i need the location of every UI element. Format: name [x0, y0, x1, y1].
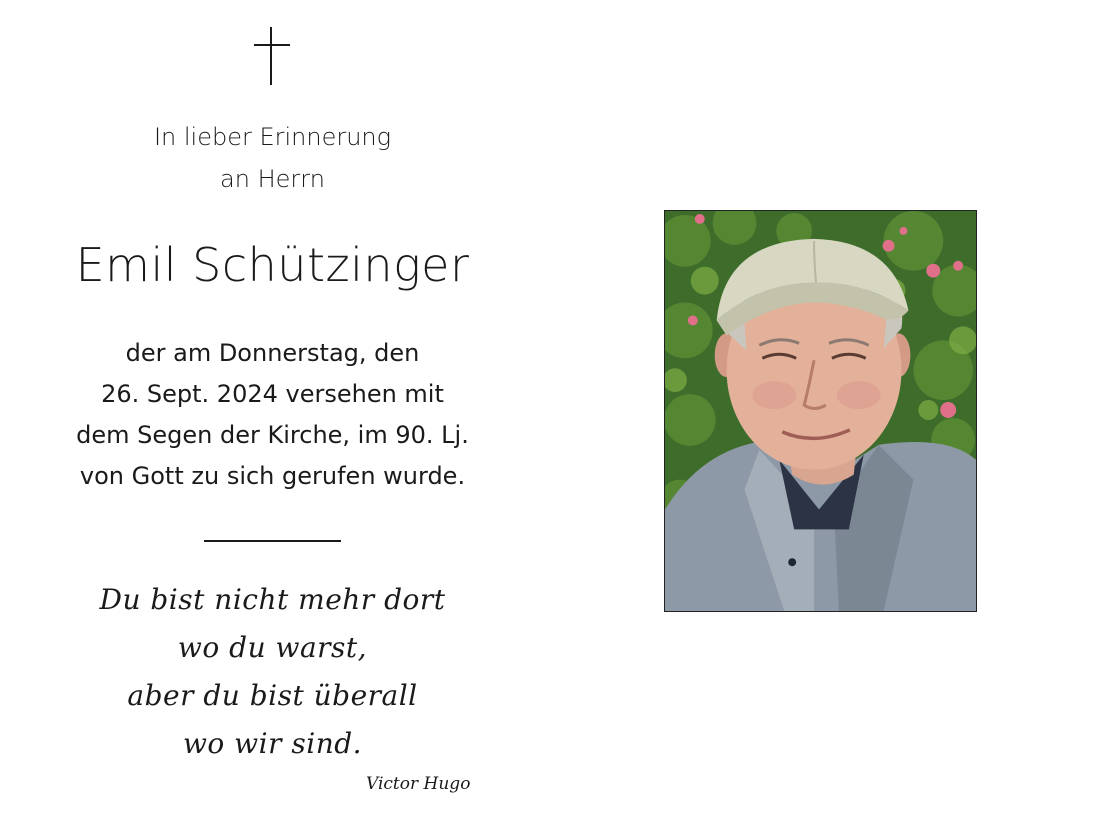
intro-line-2: an Herrn — [220, 165, 325, 193]
card-text-column — [0, 0, 545, 827]
verse-line: Du bist nicht mehr dort — [99, 583, 446, 616]
deceased-name: Emil Schützinger — [75, 238, 470, 292]
obituary-line: 26. Sept. 2024 versehen mit — [101, 380, 444, 408]
obituary-line: dem Segen der Kirche, im 90. Lj. — [76, 421, 469, 449]
obituary-line: von Gott zu sich gerufen wurde. — [79, 462, 466, 490]
verse-author: Victor Hugo — [366, 774, 471, 794]
verse-line: aber du bist überall — [127, 679, 418, 712]
verse-line: wo du warst, — [177, 631, 368, 664]
divider-line — [204, 540, 341, 542]
intro-line-1: In lieber Erinnerung — [153, 123, 392, 151]
cross-icon — [254, 27, 290, 85]
verse-line: wo wir sind. — [182, 727, 363, 760]
obituary-line: der am Donnerstag, den — [125, 339, 420, 367]
portrait-photo — [664, 210, 977, 612]
